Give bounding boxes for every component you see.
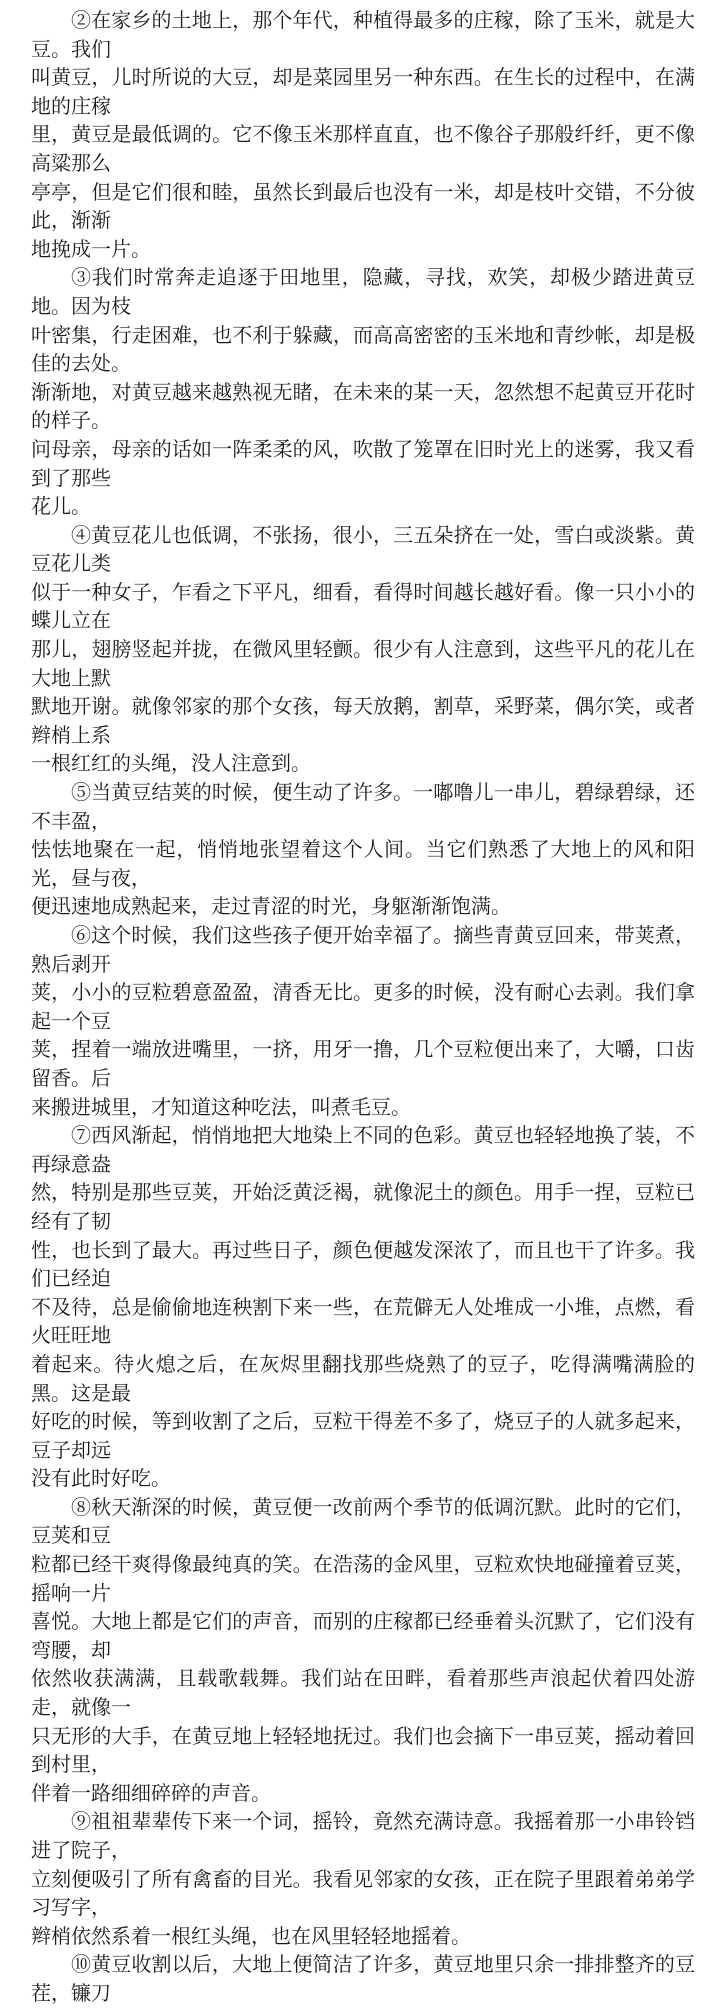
paragraph-5: ⑤当黄豆结荚的时候，便生动了许多。一嘟噜儿一串儿，碧绿碧绿，还不丰盈， 怯怯地聚在一起，悄悄地张望着这个人间。当它们熟悉了大地上的风和阳光，昼与夜， 便迅速地成熟起来，走过青涩的时光，身躯渐渐饱满。 bbox=[31, 780, 695, 919]
paragraph-3: ③我们时常奔走追逐于田地里，隐藏，寻找，欢笑，却极少踏进黄豆地。因为枝 叶密集，行走困难，也不利于躲藏，而高高密密的玉米地和青纱帐，却是极佳的去处。 渐渐地，对黄豆越来越熟视无睹，在未来的某一天，忽然想不起黄豆开花时的样子。 问母亲，母亲的话如一阵柔柔的风，吹散了笼罩在旧时光上的迷雾，我又看到了那些 花儿。 bbox=[31, 265, 695, 519]
paragraph-10: ⑩黄豆收割以后，大地上便简洁了许多，黄豆地里只余一排排整齐的豆茬，镰刀 bbox=[31, 1952, 695, 2005]
paragraph-7: ⑦西风渐起，悄悄地把大地染上不同的色彩。黄豆也轻轻地换了装，不再绿意盎 然，特别是那些豆荚，开始泛黄泛褐，就像泥土的颜色。用手一捏，豆粒已经有了韧 性，也长到了最大。再过些日子，颜色便越发深浓了，而且也干了许多。我们已经迫 不及待，总是偷偷地连秧割下来一些，在荒僻无人处堆成一小堆，点燃，看火旺旺地 着起来。待火熄之后，在灰烬里翻找那些烧熟了的豆子，吃得满嘴满脸的黑。这是最 好吃的时候，等到收割了之后，豆粒干得差不多了，烧豆子的人就多起来，豆子却远 没有此时好吃。 bbox=[31, 1123, 695, 1491]
paragraph-6: ⑥这个时候，我们这些孩子便开始幸福了。摘些青黄豆回来，带荚煮，熟后剥开 荚，小小的豆粒碧意盈盈，清香无比。更多的时候，没有耐心去剥。我们拿起一个豆 荚，捏着一端放进嘴里，一挤，用牙一撸，几个豆粒便出来了，大嚼，口齿留香。后 来搬进城里，才知道这种吃法，叫煮毛豆。 bbox=[31, 923, 695, 1119]
paragraph-2: ②在家乡的土地上，那个年代，种植得最多的庄稼，除了玉米，就是大豆。我们 叫黄豆，儿时所说的大豆，却是菜园里另一种东西。在生长的过程中，在满地的庄稼 里，黄豆是最低调的。它不像玉米那样直直，也不像谷子那般纤纤，更不像高粱那么 亭亭，但是它们很和睦，虽然长到最后也没有一米，却是枝叶交错，不分彼此，渐渐 地挽成一片。 bbox=[31, 8, 695, 261]
paragraph-4: ④黄豆花儿也低调，不张扬，很小，三五朵挤在一处，雪白或淡紫。黄豆花儿类 似于一种女子，乍看之下平凡，细看，看得时间越长越好看。像一只小小的蝶儿立在 那儿，翅膀竖起并拢，在微风里轻颤。很少有人注意到，这些平凡的花儿在大地上默 默地开谢。就像邻家的那个女孩，每天放鹅，割草，采野菜，偶尔笑，或者辫梢上系 一根红红的头绳，没人注意到。 bbox=[31, 522, 695, 776]
essay-page bbox=[31, 6, 695, 2008]
paragraph-9: ⑨祖祖辈辈传下来一个词，摇铃，竟然充满诗意。我摇着那一小串铃铛进了院子， 立刻便吸引了所有禽畜的目光。我看见邻家的女孩，正在院子里跟着弟弟学习写字， 辫梢依然系着一根红头绳，也在风里轻轻地摇着。 bbox=[31, 1809, 695, 1948]
paragraph-8: ⑧秋天渐深的时候，黄豆便一改前两个季节的低调沉默。此时的它们，豆荚和豆 粒都已经干爽得像最纯真的笑。在浩荡的金风里，豆粒欢快地碰撞着豆荚，摇响一片 喜悦。大地上都是它们的声音，而别的庄稼都已经垂着头沉默了，它们没有弯腰，却 依然收获满满，且载歌载舞。我们站在田畔，看着那些声浪起伏着四处游走，就像一 只无形的大手，在黄豆地上轻轻地抚过。我们也会摘下一串豆荚，摇动着回到村里， 伴着一路细细碎碎的声音。 bbox=[31, 1494, 695, 1805]
